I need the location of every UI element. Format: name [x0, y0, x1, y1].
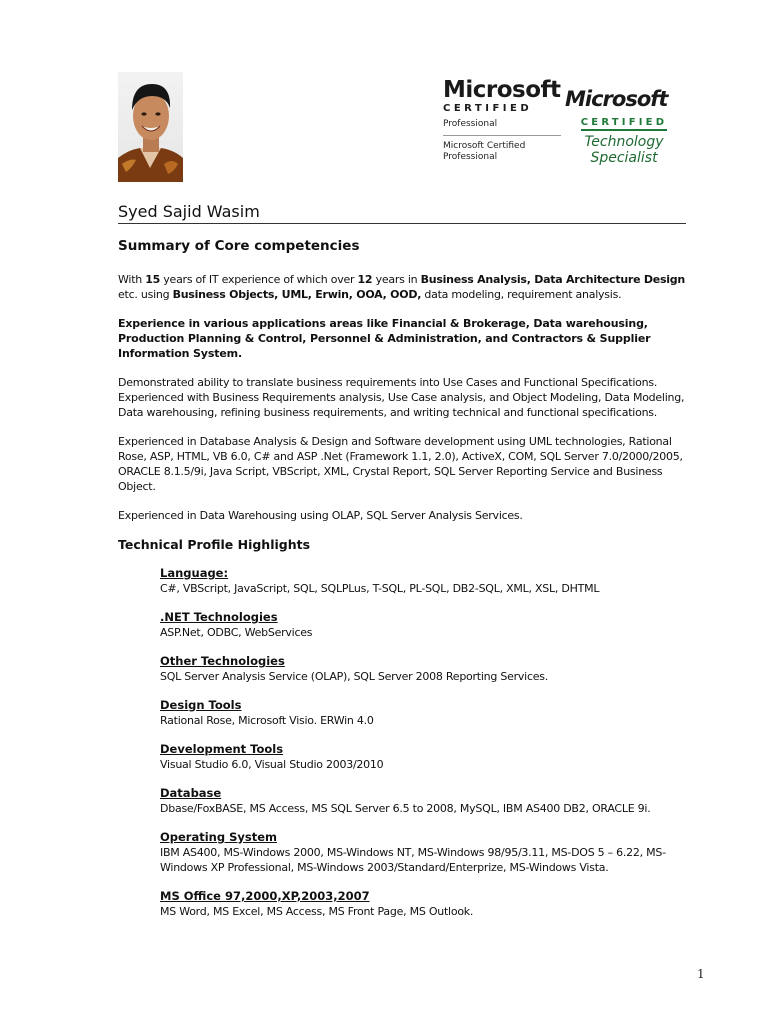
technical-item	[160, 889, 688, 919]
text-run: With	[118, 273, 146, 286]
technical-item	[160, 786, 688, 816]
summary-heading: Summary of Core competencies	[118, 238, 360, 254]
logo2-certified: CERTIFIED	[581, 116, 667, 131]
technical-item-heading: MS Office 97,2000,XP,2003,2007	[160, 889, 370, 903]
resume-body	[118, 236, 688, 919]
skill-highlight: Business Analysis	[420, 273, 527, 286]
technical-item-value: ASP.Net, ODBC, WebServices	[160, 626, 313, 639]
text-run: years of IT experience of which over	[160, 273, 358, 286]
logo-small-line1: Microsoft Certified	[443, 141, 526, 151]
technical-item-heading: .NET Technologies	[160, 610, 278, 624]
technical-item-value: Visual Studio 6.0, Visual Studio 2003/2010	[160, 758, 384, 771]
technical-item-heading: Language:	[160, 566, 229, 580]
technical-item	[160, 610, 688, 640]
summary-paragraph-3: Demonstrated ability to translate business requirements into Use Cases and Functional Specifications. Experienced with Business Requirements analysis, Use Case analysis, and Object Modeling, Data Modeling, Data warehousing, refining business requirements, and writing technical and functional specifications.	[118, 376, 685, 419]
summary-paragraph-5: Experienced in Data Warehousing using OLAP, SQL Server Analysis Services.	[118, 509, 523, 522]
skill-highlight: Business Objects, UML, Erwin, OOA, OOD,	[172, 288, 422, 301]
logo-professional: Professional	[443, 119, 498, 129]
technical-item-value: C#, VBScript, JavaScript, SQL, SQLPLus, T-SQL, PL-SQL, DB2-SQL, XML, XSL, DHTML	[160, 582, 600, 595]
logo-certified: CERTIFIED	[443, 103, 533, 114]
technical-item	[160, 830, 688, 875]
years-value: 12	[357, 273, 373, 286]
summary-paragraph-4: Experienced in Database Analysis & Design and Software development using UML technologies, Rational Rose, ASP, HTML, VB 6.0, C# and ASP .Net (Framework 1.1, 2.0), ActiveX, COM, SQL Server 7.0/2000/2005, ORACLE 8.1.5/9i, Java Script, VBScript, XML, Crystal Report, SQL Server Reporting Service and Business Object.	[118, 435, 683, 493]
technical-item-heading: Operating System	[160, 830, 278, 844]
technical-item-value: Dbase/FoxBASE, MS Access, MS SQL Server 6.5 to 2008, MySQL, IBM AS400 DB2, ORACLE 9i.	[160, 802, 651, 815]
years-value: 15	[145, 273, 161, 286]
technical-item-value: SQL Server Analysis Service (OLAP), SQL Server 2008 Reporting Services.	[160, 670, 549, 683]
technical-item-value: IBM AS400, MS-Windows 2000, MS-Windows NT, MS-Windows 98/95/3.11, MS-DOS 5 – 6.22, MS-Windows XP Professional, MS-Windows 2003/Standard/Enterprize, MS-Windows Vista.	[160, 846, 666, 874]
logo2-line2: Specialist	[590, 150, 658, 166]
logo-divider	[443, 135, 561, 136]
logo-small-line2: Professional	[443, 152, 498, 162]
technical-item	[160, 698, 688, 728]
technical-list	[160, 566, 688, 919]
technical-item	[160, 566, 688, 596]
candidate-name: Syed Sajid Wasim	[118, 202, 686, 224]
text-run: ,	[526, 273, 535, 286]
technical-heading: Technical Profile Highlights	[118, 537, 311, 552]
logo-brand: Microsoft	[443, 77, 561, 103]
technical-item-value: Rational Rose, Microsoft Visio. ERWin 4.0	[160, 714, 374, 727]
microsoft-certified-professional-logo	[443, 78, 561, 163]
technical-item-heading: Design Tools	[160, 698, 242, 712]
logo2-line1: Technology	[584, 134, 664, 150]
technical-item-value: MS Word, MS Excel, MS Access, MS Front Page, MS Outlook.	[160, 905, 474, 918]
technical-item	[160, 742, 688, 772]
text-run: data modeling, requirement analysis.	[421, 288, 622, 301]
summary-paragraph-2: Experience in various applications areas like Financial & Brokerage, Data warehousing, Production Planning & Control, Personnel & Administration, and Contractors & Supplier Information System.	[118, 317, 651, 360]
microsoft-certified-technology-specialist-logo	[565, 88, 683, 166]
summary-paragraph-1	[118, 272, 688, 302]
technical-item-heading: Database	[160, 786, 222, 800]
skill-highlight: Data Architecture Design	[534, 273, 686, 286]
technical-item-heading: Other Technologies	[160, 654, 285, 668]
technical-item	[160, 654, 688, 684]
technical-item-heading: Development Tools	[160, 742, 284, 756]
logo2-brand: Microsoft	[565, 87, 668, 111]
text-run: years in	[372, 273, 421, 286]
profile-photo	[118, 72, 183, 182]
page-number: 1	[697, 967, 705, 981]
text-run: etc. using	[118, 288, 173, 301]
